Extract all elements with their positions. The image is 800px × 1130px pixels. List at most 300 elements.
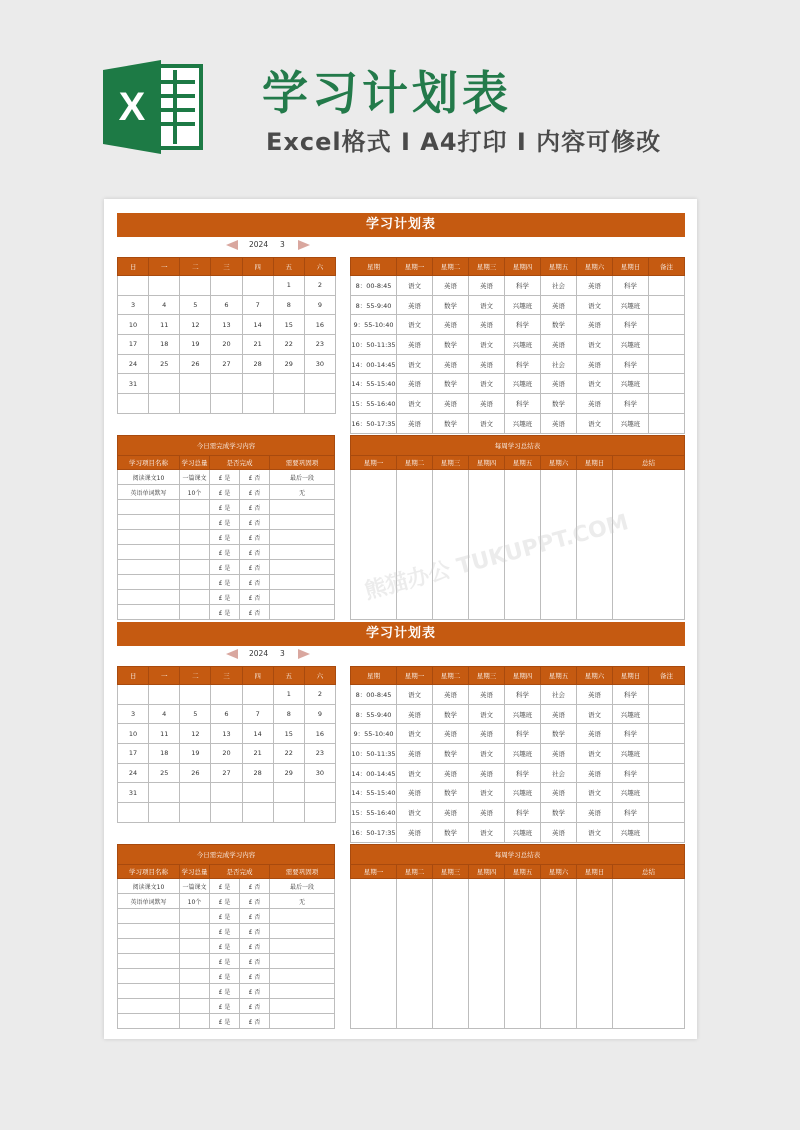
todo-item-name[interactable] xyxy=(118,909,180,924)
schedule-cell[interactable]: 英语 xyxy=(469,394,505,414)
schedule-cell[interactable]: 15：55-16:40 xyxy=(351,803,397,823)
done-yes-checkbox[interactable]: £ 是 xyxy=(210,545,240,560)
calendar-day-cell[interactable]: 21 xyxy=(242,744,273,764)
schedule-cell[interactable]: 英语 xyxy=(433,803,469,823)
calendar-day-cell[interactable]: 25 xyxy=(149,354,180,374)
calendar-day-cell[interactable]: 7 xyxy=(242,295,273,315)
schedule-cell[interactable]: 英语 xyxy=(469,354,505,374)
schedule-cell[interactable] xyxy=(649,724,685,744)
todo-item-amount[interactable] xyxy=(180,984,210,999)
schedule-cell[interactable]: 英语 xyxy=(577,763,613,783)
calendar-day-cell[interactable]: 29 xyxy=(273,354,304,374)
weekly-summary-cell[interactable] xyxy=(469,470,505,620)
schedule-cell[interactable]: 科学 xyxy=(613,315,649,335)
schedule-cell[interactable]: 科学 xyxy=(613,803,649,823)
done-no-checkbox[interactable]: £ 否 xyxy=(240,939,270,954)
schedule-cell[interactable]: 社会 xyxy=(541,685,577,705)
calendar-day-cell[interactable] xyxy=(273,394,304,414)
schedule-cell[interactable]: 语文 xyxy=(469,295,505,315)
schedule-cell[interactable] xyxy=(649,354,685,374)
schedule-cell[interactable]: 英语 xyxy=(433,724,469,744)
done-no-checkbox[interactable]: £ 否 xyxy=(240,590,270,605)
done-yes-checkbox[interactable]: £ 是 xyxy=(210,984,240,999)
done-yes-checkbox[interactable]: £ 是 xyxy=(210,500,240,515)
todo-review-item[interactable] xyxy=(270,999,335,1014)
schedule-cell[interactable]: 语文 xyxy=(469,704,505,724)
schedule-cell[interactable]: 语文 xyxy=(397,394,433,414)
calendar-day-cell[interactable] xyxy=(304,394,335,414)
done-yes-checkbox[interactable]: £ 是 xyxy=(210,969,240,984)
calendar-day-cell[interactable] xyxy=(304,803,335,823)
schedule-cell[interactable]: 英语 xyxy=(577,354,613,374)
done-no-checkbox[interactable]: £ 否 xyxy=(240,969,270,984)
todo-item-name[interactable] xyxy=(118,924,180,939)
todo-item-name[interactable]: 阅读课文10 xyxy=(118,879,180,894)
schedule-cell[interactable]: 10：50-11:35 xyxy=(351,335,397,355)
todo-review-item[interactable]: 最后一段 xyxy=(270,879,335,894)
schedule-cell[interactable]: 英语 xyxy=(469,803,505,823)
todo-item-amount[interactable] xyxy=(180,909,210,924)
calendar-day-cell[interactable]: 27 xyxy=(211,763,242,783)
todo-item-name[interactable] xyxy=(118,530,180,545)
schedule-cell[interactable]: 数学 xyxy=(433,783,469,803)
todo-item-name[interactable]: 英语单词默写 xyxy=(118,485,180,500)
done-yes-checkbox[interactable]: £ 是 xyxy=(210,999,240,1014)
schedule-cell[interactable]: 社会 xyxy=(541,354,577,374)
done-yes-checkbox[interactable]: £ 是 xyxy=(210,909,240,924)
todo-item-amount[interactable]: 一篇课文 xyxy=(180,879,210,894)
todo-item-amount[interactable] xyxy=(180,939,210,954)
calendar-day-cell[interactable]: 23 xyxy=(304,744,335,764)
calendar-day-cell[interactable]: 5 xyxy=(180,704,211,724)
calendar-day-cell[interactable]: 26 xyxy=(180,354,211,374)
calendar-day-cell[interactable] xyxy=(242,685,273,705)
schedule-cell[interactable]: 9：55-10:40 xyxy=(351,315,397,335)
schedule-cell[interactable]: 英语 xyxy=(433,685,469,705)
schedule-cell[interactable]: 16：50-17:35 xyxy=(351,413,397,433)
done-no-checkbox[interactable]: £ 否 xyxy=(240,894,270,909)
weekly-summary-cell[interactable] xyxy=(613,470,685,620)
schedule-cell[interactable]: 兴趣班 xyxy=(613,413,649,433)
schedule-cell[interactable]: 科学 xyxy=(505,685,541,705)
calendar-day-cell[interactable] xyxy=(242,276,273,296)
done-yes-checkbox[interactable]: £ 是 xyxy=(210,894,240,909)
calendar-day-cell[interactable]: 12 xyxy=(180,315,211,335)
done-no-checkbox[interactable]: £ 否 xyxy=(240,560,270,575)
calendar-day-cell[interactable] xyxy=(273,374,304,394)
calendar-day-cell[interactable]: 31 xyxy=(118,374,149,394)
schedule-cell[interactable]: 语文 xyxy=(397,724,433,744)
done-no-checkbox[interactable]: £ 否 xyxy=(240,545,270,560)
schedule-cell[interactable]: 数学 xyxy=(433,704,469,724)
weekly-summary-cell[interactable] xyxy=(397,879,433,1029)
calendar-day-cell[interactable] xyxy=(149,685,180,705)
schedule-cell[interactable]: 英语 xyxy=(541,822,577,842)
calendar-day-cell[interactable]: 8 xyxy=(273,295,304,315)
calendar-day-cell[interactable]: 12 xyxy=(180,724,211,744)
weekly-summary-cell[interactable] xyxy=(613,879,685,1029)
todo-review-item[interactable] xyxy=(270,909,335,924)
todo-item-amount[interactable] xyxy=(180,969,210,984)
schedule-cell[interactable]: 数学 xyxy=(433,413,469,433)
schedule-cell[interactable]: 兴趣班 xyxy=(613,783,649,803)
calendar-day-cell[interactable]: 6 xyxy=(211,295,242,315)
schedule-cell[interactable]: 兴趣班 xyxy=(613,374,649,394)
schedule-cell[interactable]: 英语 xyxy=(469,685,505,705)
done-yes-checkbox[interactable]: £ 是 xyxy=(210,515,240,530)
done-yes-checkbox[interactable]: £ 是 xyxy=(210,590,240,605)
schedule-cell[interactable]: 兴趣班 xyxy=(505,295,541,315)
done-yes-checkbox[interactable]: £ 是 xyxy=(210,954,240,969)
schedule-cell[interactable]: 数学 xyxy=(541,724,577,744)
todo-review-item[interactable] xyxy=(270,590,335,605)
calendar-day-cell[interactable]: 1 xyxy=(273,685,304,705)
done-yes-checkbox[interactable]: £ 是 xyxy=(210,879,240,894)
todo-review-item[interactable] xyxy=(270,1014,335,1029)
calendar-day-cell[interactable]: 25 xyxy=(149,763,180,783)
schedule-cell[interactable]: 科学 xyxy=(613,354,649,374)
done-yes-checkbox[interactable]: £ 是 xyxy=(210,575,240,590)
calendar-day-cell[interactable]: 3 xyxy=(118,704,149,724)
calendar-day-cell[interactable]: 11 xyxy=(149,724,180,744)
calendar-day-cell[interactable]: 17 xyxy=(118,744,149,764)
calendar-day-cell[interactable] xyxy=(180,276,211,296)
todo-item-amount[interactable] xyxy=(180,515,210,530)
calendar-day-cell[interactable] xyxy=(304,374,335,394)
calendar-day-cell[interactable]: 28 xyxy=(242,354,273,374)
todo-item-name[interactable] xyxy=(118,500,180,515)
schedule-cell[interactable]: 社会 xyxy=(541,763,577,783)
calendar-day-cell[interactable]: 10 xyxy=(118,315,149,335)
weekly-summary-cell[interactable] xyxy=(433,470,469,620)
calendar-day-cell[interactable]: 29 xyxy=(273,763,304,783)
todo-review-item[interactable] xyxy=(270,560,335,575)
schedule-cell[interactable]: 兴趣班 xyxy=(505,704,541,724)
schedule-cell[interactable]: 语文 xyxy=(397,354,433,374)
todo-review-item[interactable] xyxy=(270,575,335,590)
schedule-cell[interactable]: 英语 xyxy=(577,724,613,744)
calendar-day-cell[interactable]: 1 xyxy=(273,276,304,296)
schedule-cell[interactable]: 兴趣班 xyxy=(613,744,649,764)
todo-item-name[interactable] xyxy=(118,954,180,969)
todo-item-amount[interactable]: 10个 xyxy=(180,894,210,909)
done-no-checkbox[interactable]: £ 否 xyxy=(240,485,270,500)
done-yes-checkbox[interactable]: £ 是 xyxy=(210,605,240,620)
calendar-day-cell[interactable] xyxy=(118,394,149,414)
calendar-day-cell[interactable]: 2 xyxy=(304,685,335,705)
schedule-cell[interactable]: 14：00-14:45 xyxy=(351,354,397,374)
done-no-checkbox[interactable]: £ 否 xyxy=(240,500,270,515)
calendar-day-cell[interactable]: 20 xyxy=(211,744,242,764)
prev-month-arrow-icon[interactable] xyxy=(226,240,238,250)
todo-review-item[interactable] xyxy=(270,969,335,984)
schedule-cell[interactable]: 英语 xyxy=(433,763,469,783)
calendar-day-cell[interactable]: 2 xyxy=(304,276,335,296)
todo-review-item[interactable]: 无 xyxy=(270,485,335,500)
calendar-day-cell[interactable] xyxy=(118,803,149,823)
calendar-day-cell[interactable]: 23 xyxy=(304,335,335,355)
schedule-cell[interactable]: 兴趣班 xyxy=(613,335,649,355)
schedule-cell[interactable]: 英语 xyxy=(469,724,505,744)
todo-review-item[interactable]: 无 xyxy=(270,894,335,909)
schedule-cell[interactable]: 科学 xyxy=(613,276,649,296)
done-no-checkbox[interactable]: £ 否 xyxy=(240,879,270,894)
todo-review-item[interactable] xyxy=(270,545,335,560)
todo-review-item[interactable] xyxy=(270,984,335,999)
schedule-cell[interactable] xyxy=(649,413,685,433)
done-yes-checkbox[interactable]: £ 是 xyxy=(210,1014,240,1029)
calendar-day-cell[interactable]: 14 xyxy=(242,315,273,335)
schedule-cell[interactable]: 兴趣班 xyxy=(505,744,541,764)
todo-item-amount[interactable]: 10个 xyxy=(180,485,210,500)
calendar-day-cell[interactable]: 18 xyxy=(149,335,180,355)
done-yes-checkbox[interactable]: £ 是 xyxy=(210,560,240,575)
calendar-day-cell[interactable]: 30 xyxy=(304,354,335,374)
todo-item-amount[interactable] xyxy=(180,924,210,939)
todo-item-name[interactable]: 英语单词默写 xyxy=(118,894,180,909)
schedule-cell[interactable]: 英语 xyxy=(433,276,469,296)
done-yes-checkbox[interactable]: £ 是 xyxy=(210,470,240,485)
calendar-day-cell[interactable] xyxy=(149,783,180,803)
schedule-cell[interactable]: 语文 xyxy=(577,822,613,842)
calendar-day-cell[interactable]: 14 xyxy=(242,724,273,744)
calendar-day-cell[interactable]: 15 xyxy=(273,315,304,335)
todo-review-item[interactable]: 最后一段 xyxy=(270,470,335,485)
schedule-cell[interactable]: 10：50-11:35 xyxy=(351,744,397,764)
schedule-cell[interactable]: 语文 xyxy=(469,744,505,764)
weekly-summary-cell[interactable] xyxy=(351,879,397,1029)
todo-item-name[interactable] xyxy=(118,575,180,590)
calendar-day-cell[interactable] xyxy=(211,685,242,705)
calendar-day-cell[interactable]: 8 xyxy=(273,704,304,724)
schedule-cell[interactable]: 数学 xyxy=(433,822,469,842)
schedule-cell[interactable] xyxy=(649,315,685,335)
schedule-cell[interactable] xyxy=(649,394,685,414)
schedule-cell[interactable]: 语文 xyxy=(397,315,433,335)
todo-review-item[interactable] xyxy=(270,954,335,969)
calendar-day-cell[interactable] xyxy=(242,803,273,823)
calendar-day-cell[interactable]: 16 xyxy=(304,724,335,744)
calendar-day-cell[interactable]: 15 xyxy=(273,724,304,744)
schedule-cell[interactable]: 数学 xyxy=(433,335,469,355)
schedule-cell[interactable] xyxy=(649,803,685,823)
calendar-day-cell[interactable] xyxy=(180,783,211,803)
schedule-cell[interactable] xyxy=(649,685,685,705)
schedule-cell[interactable]: 英语 xyxy=(397,783,433,803)
calendar-day-cell[interactable]: 24 xyxy=(118,354,149,374)
todo-review-item[interactable] xyxy=(270,939,335,954)
calendar-day-cell[interactable]: 6 xyxy=(211,704,242,724)
calendar-day-cell[interactable] xyxy=(242,394,273,414)
schedule-cell[interactable]: 英语 xyxy=(433,354,469,374)
todo-item-amount[interactable] xyxy=(180,545,210,560)
schedule-cell[interactable]: 语文 xyxy=(397,803,433,823)
schedule-cell[interactable] xyxy=(649,763,685,783)
calendar-day-cell[interactable] xyxy=(118,685,149,705)
calendar-day-cell[interactable]: 19 xyxy=(180,335,211,355)
weekly-summary-cell[interactable] xyxy=(577,879,613,1029)
done-no-checkbox[interactable]: £ 否 xyxy=(240,909,270,924)
schedule-cell[interactable]: 15：55-16:40 xyxy=(351,394,397,414)
schedule-cell[interactable] xyxy=(649,744,685,764)
schedule-cell[interactable]: 语文 xyxy=(577,744,613,764)
calendar-day-cell[interactable]: 19 xyxy=(180,744,211,764)
todo-item-name[interactable]: 阅读课文10 xyxy=(118,470,180,485)
schedule-cell[interactable] xyxy=(649,374,685,394)
schedule-cell[interactable]: 16：50-17:35 xyxy=(351,822,397,842)
schedule-cell[interactable]: 英语 xyxy=(577,276,613,296)
schedule-cell[interactable]: 语文 xyxy=(469,783,505,803)
calendar-day-cell[interactable]: 3 xyxy=(118,295,149,315)
calendar-day-cell[interactable] xyxy=(180,394,211,414)
schedule-cell[interactable]: 语文 xyxy=(577,295,613,315)
weekly-summary-cell[interactable] xyxy=(433,879,469,1029)
calendar-day-cell[interactable]: 10 xyxy=(118,724,149,744)
calendar-day-cell[interactable]: 22 xyxy=(273,744,304,764)
schedule-cell[interactable]: 英语 xyxy=(397,822,433,842)
schedule-cell[interactable]: 英语 xyxy=(397,335,433,355)
schedule-cell[interactable]: 14：00-14:45 xyxy=(351,763,397,783)
schedule-cell[interactable]: 数学 xyxy=(433,744,469,764)
schedule-cell[interactable]: 科学 xyxy=(613,763,649,783)
schedule-cell[interactable]: 科学 xyxy=(505,354,541,374)
schedule-cell[interactable]: 英语 xyxy=(541,413,577,433)
schedule-cell[interactable]: 科学 xyxy=(505,763,541,783)
schedule-cell[interactable] xyxy=(649,822,685,842)
calendar-day-cell[interactable]: 5 xyxy=(180,295,211,315)
done-no-checkbox[interactable]: £ 否 xyxy=(240,530,270,545)
schedule-cell[interactable]: 兴趣班 xyxy=(613,822,649,842)
calendar-day-cell[interactable] xyxy=(211,374,242,394)
done-yes-checkbox[interactable]: £ 是 xyxy=(210,924,240,939)
next-month-arrow-icon[interactable] xyxy=(298,240,310,250)
schedule-cell[interactable]: 语文 xyxy=(577,335,613,355)
schedule-cell[interactable]: 语文 xyxy=(469,374,505,394)
schedule-cell[interactable]: 语文 xyxy=(577,374,613,394)
calendar-day-cell[interactable]: 4 xyxy=(149,295,180,315)
calendar-day-cell[interactable] xyxy=(273,803,304,823)
calendar-day-cell[interactable]: 30 xyxy=(304,763,335,783)
schedule-cell[interactable] xyxy=(649,783,685,803)
todo-item-amount[interactable] xyxy=(180,590,210,605)
calendar-day-cell[interactable] xyxy=(211,803,242,823)
calendar-day-cell[interactable] xyxy=(180,374,211,394)
schedule-cell[interactable]: 兴趣班 xyxy=(613,295,649,315)
calendar-day-cell[interactable] xyxy=(211,276,242,296)
schedule-cell[interactable]: 兴趣班 xyxy=(505,413,541,433)
schedule-cell[interactable]: 语文 xyxy=(577,413,613,433)
schedule-cell[interactable]: 8：00-8:45 xyxy=(351,685,397,705)
done-no-checkbox[interactable]: £ 否 xyxy=(240,924,270,939)
schedule-cell[interactable]: 数学 xyxy=(541,315,577,335)
calendar-day-cell[interactable] xyxy=(180,803,211,823)
done-no-checkbox[interactable]: £ 否 xyxy=(240,605,270,620)
calendar-day-cell[interactable]: 9 xyxy=(304,295,335,315)
schedule-cell[interactable]: 兴趣班 xyxy=(505,335,541,355)
schedule-cell[interactable]: 语文 xyxy=(469,822,505,842)
schedule-cell[interactable]: 科学 xyxy=(613,685,649,705)
todo-item-name[interactable] xyxy=(118,969,180,984)
calendar-day-cell[interactable] xyxy=(211,394,242,414)
schedule-cell[interactable]: 兴趣班 xyxy=(613,704,649,724)
schedule-cell[interactable]: 英语 xyxy=(397,704,433,724)
todo-item-name[interactable] xyxy=(118,545,180,560)
schedule-cell[interactable]: 语文 xyxy=(469,413,505,433)
calendar-day-cell[interactable]: 20 xyxy=(211,335,242,355)
schedule-cell[interactable]: 兴趣班 xyxy=(505,783,541,803)
calendar-day-cell[interactable]: 26 xyxy=(180,763,211,783)
schedule-cell[interactable] xyxy=(649,295,685,315)
schedule-cell[interactable]: 英语 xyxy=(397,295,433,315)
calendar-day-cell[interactable] xyxy=(149,374,180,394)
weekly-summary-cell[interactable] xyxy=(541,879,577,1029)
calendar-day-cell[interactable]: 22 xyxy=(273,335,304,355)
schedule-cell[interactable]: 科学 xyxy=(505,276,541,296)
calendar-day-cell[interactable]: 4 xyxy=(149,704,180,724)
schedule-cell[interactable]: 语文 xyxy=(577,704,613,724)
calendar-day-cell[interactable] xyxy=(149,803,180,823)
done-no-checkbox[interactable]: £ 否 xyxy=(240,999,270,1014)
todo-item-amount[interactable] xyxy=(180,999,210,1014)
schedule-cell[interactable]: 科学 xyxy=(613,724,649,744)
todo-item-amount[interactable] xyxy=(180,575,210,590)
next-month-arrow-icon[interactable] xyxy=(298,649,310,659)
schedule-cell[interactable]: 英语 xyxy=(541,744,577,764)
done-yes-checkbox[interactable]: £ 是 xyxy=(210,939,240,954)
schedule-cell[interactable]: 英语 xyxy=(433,394,469,414)
schedule-cell[interactable]: 14：55-15:40 xyxy=(351,783,397,803)
schedule-cell[interactable] xyxy=(649,704,685,724)
schedule-cell[interactable]: 数学 xyxy=(541,803,577,823)
schedule-cell[interactable]: 英语 xyxy=(577,394,613,414)
schedule-cell[interactable]: 兴趣班 xyxy=(505,374,541,394)
schedule-cell[interactable]: 科学 xyxy=(505,315,541,335)
calendar-day-cell[interactable]: 21 xyxy=(242,335,273,355)
todo-item-amount[interactable] xyxy=(180,954,210,969)
calendar-day-cell[interactable]: 13 xyxy=(211,315,242,335)
calendar-day-cell[interactable] xyxy=(149,394,180,414)
schedule-cell[interactable]: 科学 xyxy=(505,724,541,744)
schedule-cell[interactable]: 英语 xyxy=(469,276,505,296)
calendar-day-cell[interactable]: 27 xyxy=(211,354,242,374)
schedule-cell[interactable]: 英语 xyxy=(577,315,613,335)
todo-item-name[interactable] xyxy=(118,984,180,999)
calendar-day-cell[interactable]: 16 xyxy=(304,315,335,335)
calendar-day-cell[interactable] xyxy=(118,276,149,296)
schedule-cell[interactable]: 英语 xyxy=(541,335,577,355)
calendar-day-cell[interactable] xyxy=(149,276,180,296)
done-no-checkbox[interactable]: £ 否 xyxy=(240,515,270,530)
schedule-cell[interactable]: 8：55-9:40 xyxy=(351,295,397,315)
schedule-cell[interactable]: 英语 xyxy=(469,763,505,783)
done-no-checkbox[interactable]: £ 否 xyxy=(240,575,270,590)
calendar-day-cell[interactable] xyxy=(273,783,304,803)
schedule-cell[interactable]: 英语 xyxy=(397,374,433,394)
todo-item-name[interactable] xyxy=(118,1014,180,1029)
schedule-cell[interactable]: 语文 xyxy=(577,783,613,803)
schedule-cell[interactable]: 语文 xyxy=(397,763,433,783)
weekly-summary-cell[interactable] xyxy=(505,470,541,620)
done-no-checkbox[interactable]: £ 否 xyxy=(240,1014,270,1029)
schedule-cell[interactable]: 科学 xyxy=(505,803,541,823)
schedule-cell[interactable]: 英语 xyxy=(541,295,577,315)
todo-item-name[interactable] xyxy=(118,939,180,954)
calendar-day-cell[interactable]: 7 xyxy=(242,704,273,724)
prev-month-arrow-icon[interactable] xyxy=(226,649,238,659)
schedule-cell[interactable]: 社会 xyxy=(541,276,577,296)
calendar-day-cell[interactable]: 24 xyxy=(118,763,149,783)
todo-item-amount[interactable] xyxy=(180,1014,210,1029)
